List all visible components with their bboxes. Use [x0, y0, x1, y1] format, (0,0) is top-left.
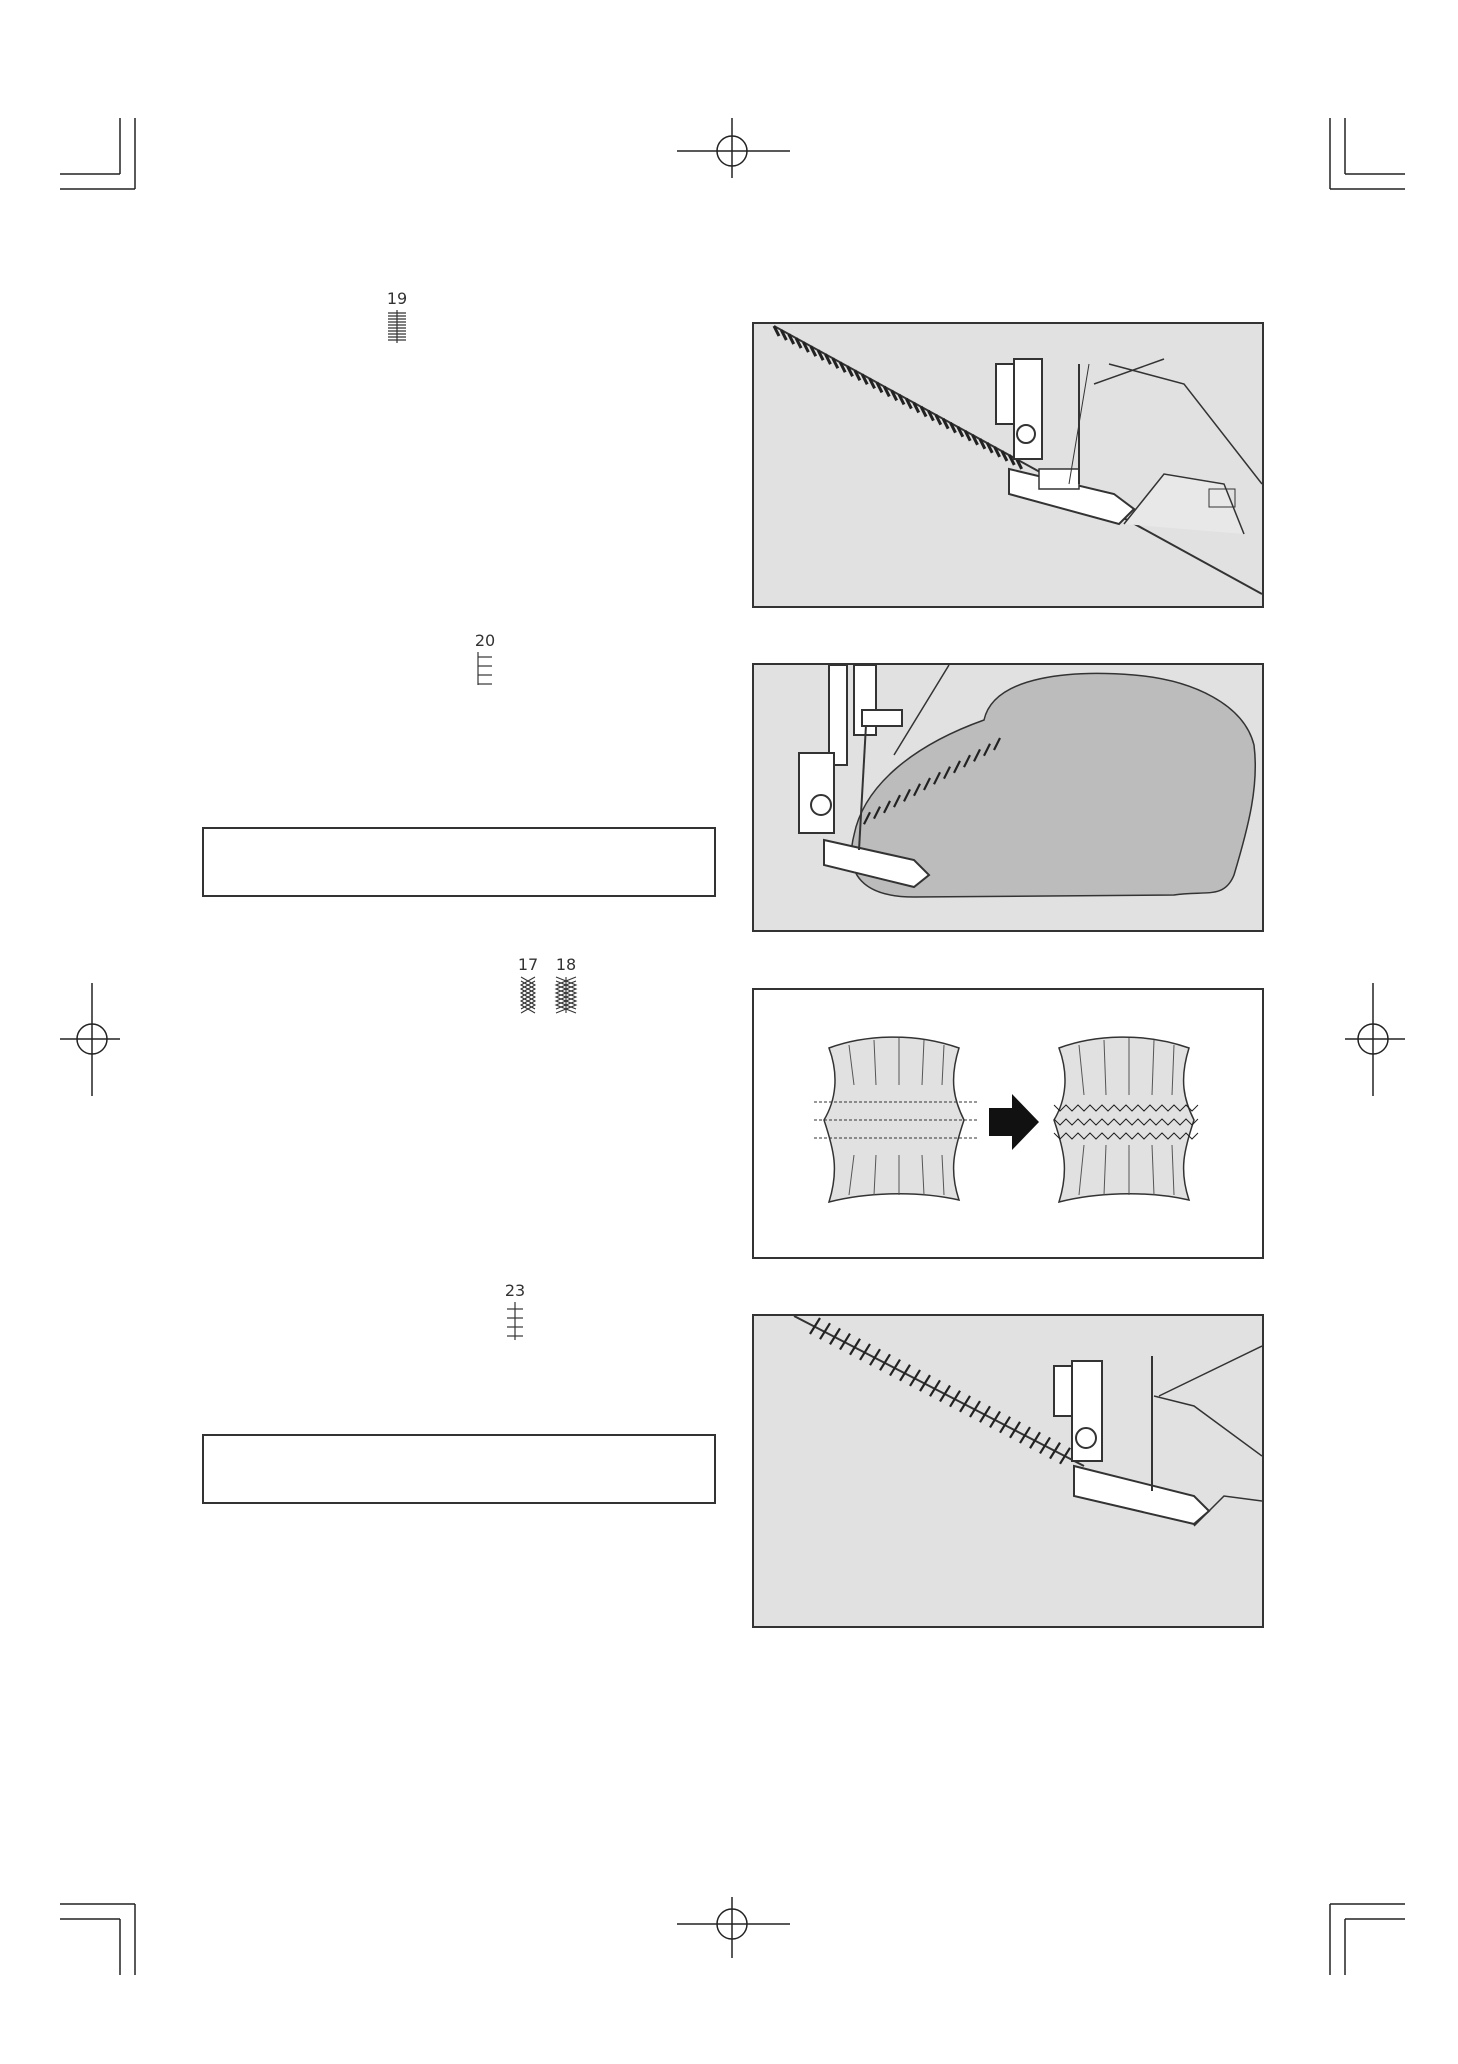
- satin-stitch-figure: [752, 322, 1264, 608]
- smocking-stitch-icon: [552, 975, 580, 1015]
- note-box: [202, 1434, 716, 1504]
- smocking-figure: [752, 988, 1264, 1259]
- applique-figure: [752, 663, 1264, 932]
- honeycomb-stitch-icon: [515, 975, 541, 1015]
- blanket-stitch-icon: [472, 651, 498, 687]
- feather-stitch-figure: [752, 1314, 1264, 1628]
- stitch-20: [472, 633, 498, 691]
- stitch-number: 17: [517, 955, 539, 974]
- stitch-23: [502, 1283, 528, 1345]
- stitch-19: [384, 291, 410, 349]
- stitch-number: 19: [386, 289, 408, 308]
- stitch-17: [515, 957, 541, 1019]
- stitch-18: [552, 957, 580, 1019]
- satin-stitch-icon: [384, 309, 410, 345]
- stitch-number: 20: [474, 631, 496, 650]
- stitch-number: 18: [555, 955, 577, 974]
- feather-stitch-icon: [502, 1301, 528, 1341]
- note-box: [202, 827, 716, 897]
- stitch-number: 23: [504, 1281, 526, 1300]
